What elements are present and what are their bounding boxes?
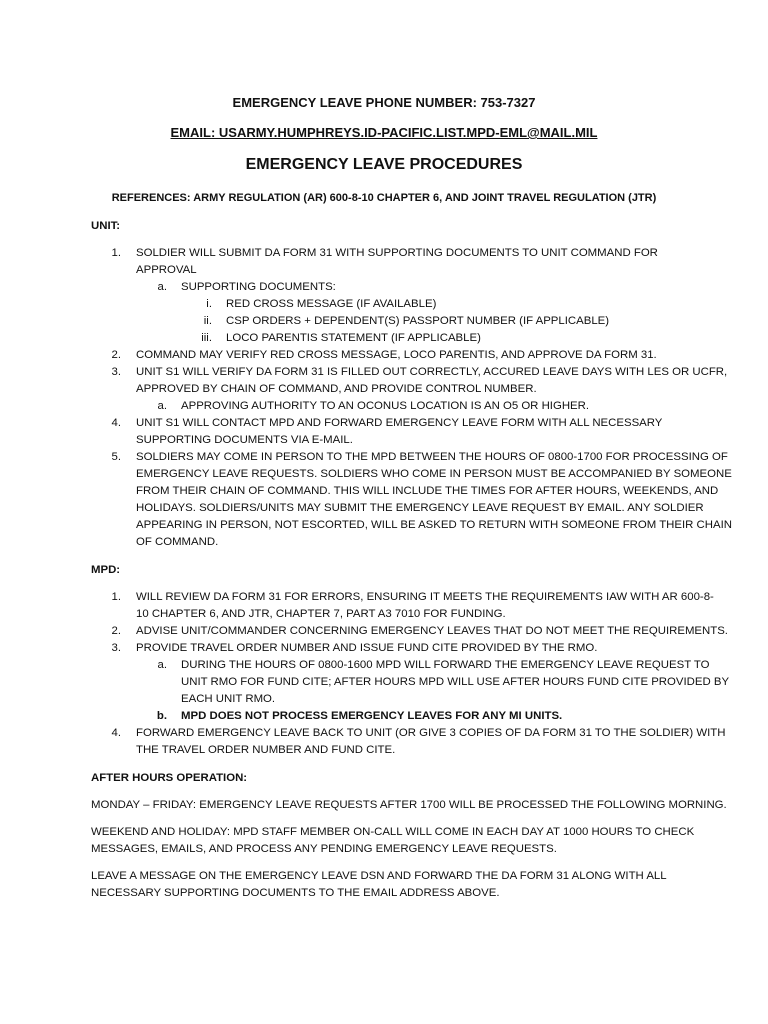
list-marker: 5. [111,451,121,463]
list-item: ADVISE UNIT/COMMANDER CONCERNING EMERGENCY LEAVES THAT DO NOT MEET THE REQUIREMENTS. [136,625,728,637]
list-item: SOLDIERS MAY COME IN PERSON TO THE MPD BETWEEN THE HOURS OF 0800-1700 FOR PROCESSING OF [136,451,728,463]
list-marker: iii. [201,332,212,344]
list-marker: 1. [111,591,121,603]
list-item: APPROVED BY CHAIN OF COMMAND, AND PROVIDE CONTROL NUMBER. [136,383,537,395]
list-item: CSP ORDERS + DEPENDENT(S) PASSPORT NUMBER (IF APPLICABLE) [226,315,610,327]
list-item: RED CROSS MESSAGE (IF AVAILABLE) [226,298,437,310]
paragraph: NECESSARY SUPPORTING DOCUMENTS TO THE EMAIL ADDRESS ABOVE. [91,887,500,899]
list-marker: i. [206,298,212,310]
list-item: 10 CHAPTER 6, AND JTR, CHAPTER 7, PART A3 7010 FOR FUNDING. [136,608,506,620]
list-item: THE TRAVEL ORDER NUMBER AND FUND CITE. [136,744,396,756]
list-item: SOLDIER WILL SUBMIT DA FORM 31 WITH SUPPORTING DOCUMENTS TO UNIT COMMAND FOR [136,247,658,259]
list-marker: b. [156,710,167,722]
after-hours-heading: AFTER HOURS OPERATION: [91,772,248,784]
references-line: REFERENCES: ARMY REGULATION (AR) 600-8-10 CHAPTER 6, AND JOINT TRAVEL REGULATION (JTR) [111,192,657,204]
list-marker: 3. [111,642,121,654]
list-item: EMERGENCY LEAVE REQUESTS. SOLDIERS WHO COME IN PERSON MUST BE ACCOMPANIED BY SOMEONE [136,468,732,480]
page-title: EMERGENCY LEAVE PROCEDURES [245,156,523,173]
list-item: PROVIDE TRAVEL ORDER NUMBER AND ISSUE FUND CITE PROVIDED BY THE RMO. [136,642,598,654]
phone-line: EMERGENCY LEAVE PHONE NUMBER: 753-7327 [232,95,536,110]
list-item: DURING THE HOURS OF 0800-1600 MPD WILL FORWARD THE EMERGENCY LEAVE REQUEST TO [181,659,710,671]
list-item: COMMAND MAY VERIFY RED CROSS MESSAGE, LOCO PARENTIS, AND APPROVE DA FORM 31. [136,349,657,361]
list-item: UNIT S1 WILL VERIFY DA FORM 31 IS FILLED OUT CORRECTLY, ACCURED LEAVE DAYS WITH LES OR UCFR, [136,366,728,378]
paragraph: MONDAY – FRIDAY: EMERGENCY LEAVE REQUESTS AFTER 1700 WILL BE PROCESSED THE FOLLOWING MORNING. [91,799,727,811]
list-item: OF COMMAND. [136,536,219,548]
list-item: EACH UNIT RMO. [181,693,276,705]
list-item: WILL REVIEW DA FORM 31 FOR ERRORS, ENSURING IT MEETS THE REQUIREMENTS IAW WITH AR 600-8- [136,591,714,603]
list-marker: ii. [203,315,212,327]
list-marker: 2. [111,349,121,361]
list-marker: 2. [111,625,121,637]
list-item: APPEARING IN PERSON, NOT ESCORTED, WILL BE ASKED TO RETURN WITH SOMEONE FROM THEIR CHAIN [136,519,732,531]
list-item: LOCO PARENTIS STATEMENT (IF APPLICABLE) [226,332,481,344]
mpd-heading: MPD: [91,564,121,576]
list-item: MPD DOES NOT PROCESS EMERGENCY LEAVES FOR ANY MI UNITS. [181,710,563,722]
list-marker: a. [157,400,167,412]
list-item: SUPPORTING DOCUMENTS: [181,281,336,293]
paragraph: LEAVE A MESSAGE ON THE EMERGENCY LEAVE DSN AND FORWARD THE DA FORM 31 ALONG WITH ALL [91,870,667,882]
paragraph: WEEKEND AND HOLIDAY: MPD STAFF MEMBER ON-CALL WILL COME IN EACH DAY AT 1000 HOURS TO CHECK [91,826,695,838]
list-marker: a. [157,281,167,293]
list-marker: 1. [111,247,121,259]
paragraph: MESSAGES, EMAILS, AND PROCESS ANY PENDING EMERGENCY LEAVE REQUESTS. [91,843,557,855]
list-marker: 4. [111,417,121,429]
list-item: FROM THEIR CHAIN OF COMMAND. THIS WILL INCLUDE THE TIMES FOR AFTER HOURS, WEEKENDS, AND [136,485,719,497]
list-item: APPROVING AUTHORITY TO AN OCONUS LOCATION IS AN O5 OR HIGHER. [181,400,590,412]
list-item: APPROVAL [136,264,197,276]
email-line: EMAIL: USARMY.HUMPHREYS.ID-PACIFIC.LIST.MPD-EML@MAIL.MIL [170,125,598,140]
list-item: HOLIDAYS. SOLDIERS/UNITS MAY SUBMIT THE EMERGENCY LEAVE REQUEST BY EMAIL. ANY SOLDIER [136,502,704,514]
list-item: FORWARD EMERGENCY LEAVE BACK TO UNIT (OR GIVE 3 COPIES OF DA FORM 31 TO THE SOLDIER) WITH [136,727,726,739]
list-item: UNIT S1 WILL CONTACT MPD AND FORWARD EMERGENCY LEAVE FORM WITH ALL NECESSARY [136,417,663,429]
list-item: UNIT RMO FOR FUND CITE; AFTER HOURS MPD WILL USE AFTER HOURS FUND CITE PROVIDED BY [181,676,730,688]
list-marker: 3. [111,366,121,378]
list-marker: 4. [111,727,121,739]
list-item: SUPPORTING DOCUMENTS VIA E-MAIL. [136,434,353,446]
list-marker: a. [157,659,167,671]
unit-heading: UNIT: [91,220,121,232]
